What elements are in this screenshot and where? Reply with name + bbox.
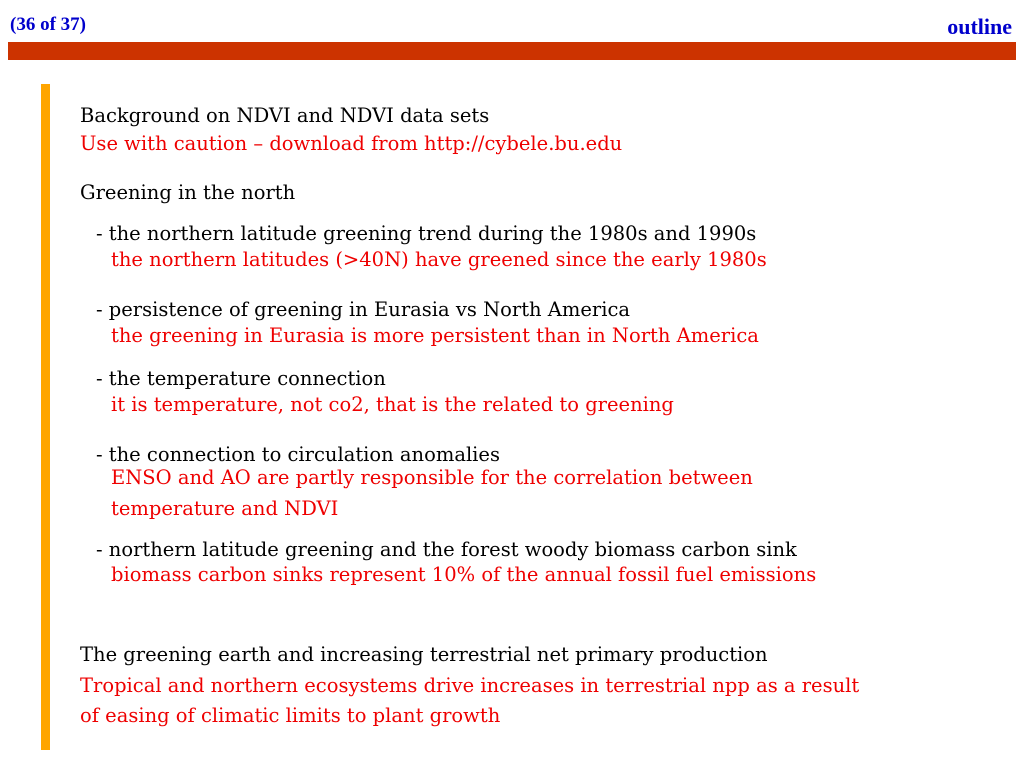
item-2-title: - persistence of greening in Eurasia vs North America bbox=[96, 298, 631, 321]
background-note: Use with caution – download from http://cybele.bu.edu bbox=[80, 132, 623, 155]
side-accent-bar bbox=[41, 84, 50, 750]
item-2-finding: the greening in Eurasia is more persistent than in North America bbox=[111, 324, 759, 347]
outline-link[interactable]: outline bbox=[947, 14, 1012, 39]
item-4-title: - the connection to circulation anomalies bbox=[96, 443, 500, 466]
header-bar bbox=[8, 42, 1016, 60]
greening-north-heading: Greening in the north bbox=[80, 181, 296, 204]
greening-earth-heading: The greening earth and increasing terrestrial net primary production bbox=[80, 643, 768, 666]
greening-earth-finding-line-2: of easing of climatic limits to plant growth bbox=[80, 704, 501, 727]
item-1-title: - the northern latitude greening trend during the 1980s and 1990s bbox=[96, 222, 757, 245]
item-4-finding-line-2: temperature and NDVI bbox=[111, 497, 339, 520]
item-3-finding: it is temperature, not co2, that is the related to greening bbox=[111, 393, 674, 416]
item-3-title: - the temperature connection bbox=[96, 367, 386, 390]
item-4-finding-line-1: ENSO and AO are partly responsible for the correlation between bbox=[111, 466, 753, 489]
item-1-finding: the northern latitudes (>40N) have greened since the early 1980s bbox=[111, 248, 767, 271]
item-5-finding: biomass carbon sinks represent 10% of the annual fossil fuel emissions bbox=[111, 563, 817, 586]
greening-earth-finding-line-1: Tropical and northern ecosystems drive increases in terrestrial npp as a result bbox=[80, 674, 860, 697]
background-heading: Background on NDVI and NDVI data sets bbox=[80, 104, 490, 127]
item-5-title: - northern latitude greening and the forest woody biomass carbon sink bbox=[96, 538, 797, 561]
page-counter: (36 of 37) bbox=[10, 14, 86, 35]
